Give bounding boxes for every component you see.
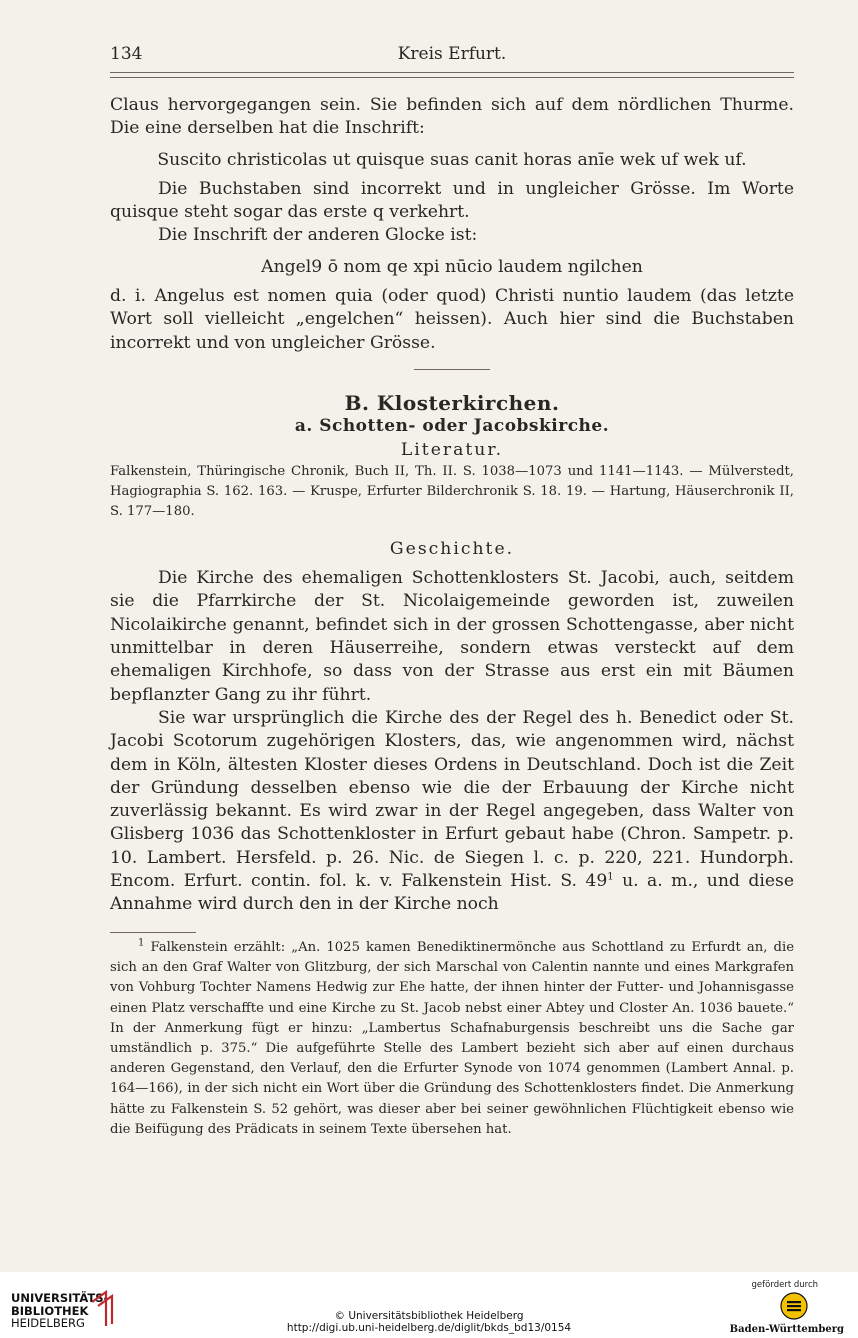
running-header [110,44,794,68]
footnote-marker: 1 [138,937,145,949]
subsection-heading: a. Schotten- oder Jacobskirche. [294,416,610,437]
running-title: Kreis Erfurt. [397,44,507,64]
literatur-references: Falkenstein, Thüringische Chronik, Buch II, Th. II. S. 1038—1073 und 1141—1143. — Mülverstedt, Hagiographia S. 162. 163. — Kruspe, Erfurter Bilderchronik S. 18. 19. — Hartung, Häuserchronik II, S. 177—180. [110,463,794,519]
footnote [110,938,794,1140]
paragraph [110,707,794,917]
paragraph-text: u. a. m., und diese Annahme wird durch den in der Kirche noch [110,871,794,915]
copyright-text: © Universitätsbibliothek Heidelberg [334,1310,524,1322]
section-heading: B. Klosterkirchen. [344,390,560,415]
state-name: Baden-Württemberg [729,1324,844,1335]
library-name-line: BIBLIOTHEK [11,1303,89,1318]
literatur-heading: Literatur. [400,439,504,460]
page-number: 134 [110,44,143,64]
bell-inscription-1: Suscito christicolas ut quisque suas canit horas anīe wek uf wek uf. [157,149,747,170]
viewer-footer [0,1272,858,1338]
paragraph-text: Sie war ursprünglich die Kirche des der Regel des h. Benedict oder St. Jacobi Scotorum zugehörigen Klosters, das, wie angenommen wird, nächst dem in Köln, ältesten Kloster dieses Ordens in Deutschland. Doch ist die Zeit der Gründung desselben ebenso wie die der Erbauung der Kirche nicht zuverlässig bekannt. Es wird zwar in der Regel angegeben, dass Walter von Glisberg 1036 das Schottenkloster in Erfurt gebaut habe (Chron. Sampetr. p. 10. Lambert. Hersfeld. p. 26. Nic. de Siegen l. c. p. 220, 221. Hundorph. Encom. Erfurt. contin. fol. k. v. Falkenstein Hist. S. 49 [110,707,794,892]
paragraph: d. i. Angelus est nomen quia (oder quod) Christi nuntio laudem (das letzte Wort soll vielleicht „engelchen“ heissen). Auch hier sind die Buchstaben incorrekt und von ungleicher Grösse. [110,286,794,353]
paragraph: Die Buchstaben sind incorrekt und in ungleicher Grösse. Im Worte quisque steht sogar das erste q verkehrt. [110,178,794,223]
footnote-rule [110,932,196,933]
paragraph: Claus hervorgegangen sein. Sie befinden sich auf dem nördlichen Thurme. Die eine derselben hat die Inschrift: [110,95,794,139]
footnote-text [110,938,794,1140]
main-text [110,94,794,917]
paragraph: Die Kirche des ehemaligen Schottenklosters St. Jacobi, auch, seitdem sie die Pfarrkirche der St. Nicolaigemeinde geworden ist, zuweilen Nicolaikirche genannt, befindet sich in der grossen Schottengasse, aber nicht unmittelbar in deren Häuserreihe, sondern etwas versteckt auf dem ehemaligen Kirchhofe, so dass von der Strasse aus erst ein mit Bäumen bepflanzter Gang zu ihr führt. [110,568,794,705]
baden-wuerttemberg-crest-icon [780,1292,808,1320]
footnote-body: Falkenstein erzählt: „An. 1025 kamen Benediktinermönche aus Schottland zu Erfurdt an, die sich an den Graf Walter von Glitzburg, der sich Marschal von Calentin nannte und eines Markgrafen von Vohburg Tochter Namens Hedwig zur Ehe hatte, der ihnen hinter der Futter- und Johannisgasse einen Platz verschaffte und eine Kirche zu St. Jacob nebst einer Abtey und Closter An. 1036 bauete.“ In der Anmerkung fügt er hinzu: „Lambertus Schafnaburgensis beschreibt uns die Sache gar umständlich p. 375.“ Die aufgeführte Stelle des Lambert bezieht sich aber auf einen durchaus anderen Gegenstand, den Verlauf, den die Erfurter Synode von 1074 genommen (Lambert Annal. p. 164—166), in der sich nicht ein Wort über die Gründung des Schottenklosters findet. Die Anmerkung hätte zu Falkenstein S. 52 gehört, was dieser aber bei seiner gewöhnlichen Flüchtigkeit ebenso wie die Beifügung des Prädicats in seinem Texte übersehen hat. [110,940,794,1137]
paragraph: Die Inschrift der anderen Glocke ist: [158,225,478,246]
footnote-reference[interactable]: 1 [607,871,614,883]
library-name-line: HEIDELBERG [11,1316,85,1330]
section-divider [414,369,490,370]
funded-by-label: gefördert durch [751,1280,818,1290]
permalink[interactable]: http://digi.ub.uni-heidelberg.de/diglit/bkds_bd13/0154 [286,1322,572,1334]
header-double-rule [110,72,794,78]
bell-inscription-2: Angel9 ō nom qe xpi nūcio laudem ngilchen [261,256,643,277]
library-name-line: UNIVERSITÄTS- [11,1291,109,1305]
geschichte-heading: Geschichte. [389,538,515,559]
